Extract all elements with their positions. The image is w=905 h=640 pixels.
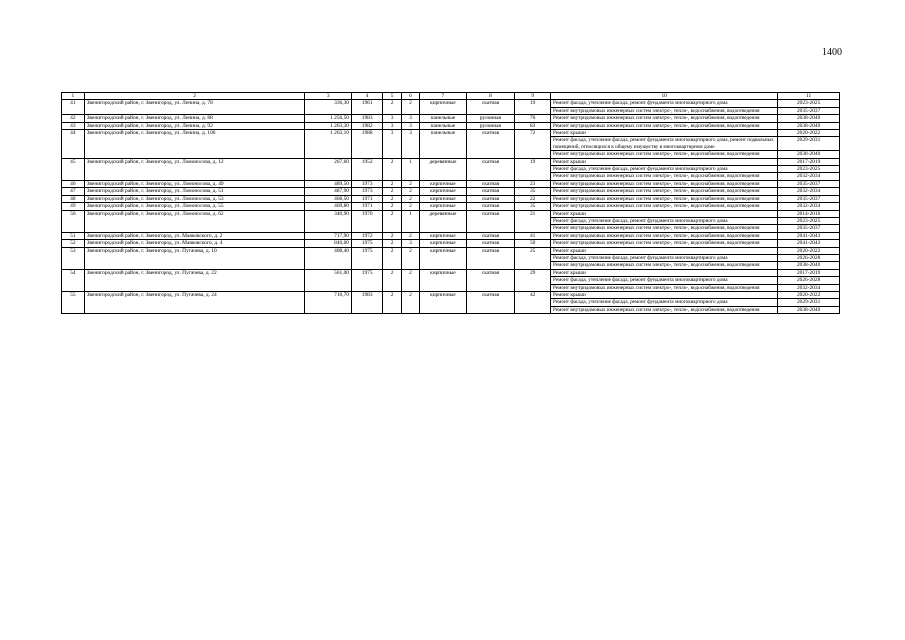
wall-material: кирпичные — [420, 240, 467, 247]
building-address: Звенигородский район, г. Звенигород, ул. Ломоносова, д. 55 — [84, 203, 305, 210]
roof-type: скатная — [466, 247, 515, 269]
work-type: Ремонт фасада, утепление фасада, ремонт фундамента многоквартирного дома, ремонт подвальных помещений, относящихся к общему имуществу в многоквартирном доме — [551, 137, 778, 151]
column-header: 5 — [383, 93, 401, 100]
roof-type: скатная — [466, 100, 515, 115]
work-type: Ремонт внутридомовых инженерных систем электро-, тепло-, водоснабжения, водоотведения — [551, 240, 778, 247]
build-year: 1973 — [351, 188, 382, 195]
table-row — [62, 115, 840, 122]
residents-count: 21 — [515, 210, 551, 232]
residents-count: 41 — [515, 232, 551, 239]
row-number: 48 — [62, 195, 85, 202]
build-year: 1971 — [351, 203, 382, 210]
work-period: 2026-2028 — [778, 277, 840, 284]
page-number: 1400 — [822, 47, 842, 58]
work-type: Ремонт крыши — [551, 130, 778, 137]
entrances-count: 3 — [401, 115, 419, 122]
floors-count: 2 — [383, 188, 401, 195]
build-year: 1970 — [351, 210, 382, 232]
table-row — [62, 291, 840, 298]
building-address: Звенигородский район, г. Звенигород, ул. Ленина, д. 78 — [84, 100, 305, 115]
build-year: 1952 — [351, 158, 382, 180]
building-address: Звенигородский район, г. Звенигород, ул. Пугачева, д. 24 — [84, 291, 305, 313]
building-area: 710,70 — [305, 291, 352, 313]
work-type: Ремонт крыши — [551, 158, 778, 165]
build-year: 1983 — [351, 115, 382, 122]
residents-count: 25 — [515, 247, 551, 269]
entrances-count: 3 — [401, 240, 419, 247]
wall-material: кирпичные — [420, 188, 467, 195]
table-row — [62, 269, 840, 276]
build-year: 1975 — [351, 240, 382, 247]
wall-material: панельные — [420, 122, 467, 129]
floors-count: 2 — [383, 203, 401, 210]
row-number: 51 — [62, 232, 85, 239]
entrances-count: 2 — [401, 195, 419, 202]
building-address: Звенигородский район, г. Звенигород, ул. Ломоносова, д. 51 — [84, 188, 305, 195]
work-type: Ремонт внутридомовых инженерных систем электро-, тепло-, водоснабжения, водоотведения — [551, 306, 778, 313]
entrances-count: 2 — [401, 188, 419, 195]
work-type: Ремонт внутридомовых инженерных систем электро-, тепло-, водоснабжения, водоотведения — [551, 151, 778, 158]
work-type: Ремонт внутридомовых инженерных систем электро-, тепло-, водоснабжения, водоотведения — [551, 262, 778, 269]
building-area: 1 263,10 — [305, 130, 352, 159]
work-period: 2017-2019 — [778, 269, 840, 276]
work-period: 2032-2034 — [778, 284, 840, 291]
table-row — [62, 188, 840, 195]
roof-type: скатная — [466, 291, 515, 313]
wall-material: кирпичные — [420, 100, 467, 115]
work-period: 2032-2034 — [778, 188, 840, 195]
residents-count: 83 — [515, 122, 551, 129]
table-row — [62, 240, 840, 247]
residents-count: 19 — [515, 100, 551, 115]
column-header: 2 — [84, 93, 305, 100]
wall-material: кирпичные — [420, 195, 467, 202]
work-type: Ремонт фасада, утепление фасада, ремонт фундамента многоквартирного дома — [551, 217, 778, 224]
work-period: 2038-2040 — [778, 115, 840, 122]
entrances-count: 2 — [401, 232, 419, 239]
work-period: 2032-2034 — [778, 173, 840, 180]
building-area: 717,90 — [305, 232, 352, 239]
row-number: 41 — [62, 100, 85, 115]
building-address: Звенигородский район, г. Звенигород, ул. Ленина, д. 106 — [84, 130, 305, 159]
residents-count: 29 — [515, 269, 551, 291]
wall-material: кирпичные — [420, 247, 467, 269]
building-area: 561,00 — [305, 269, 352, 291]
column-header: 6 — [401, 93, 419, 100]
build-year: 1973 — [351, 180, 382, 187]
wall-material: деревянные — [420, 210, 467, 232]
floors-count: 2 — [383, 180, 401, 187]
work-type: Ремонт фасада, утепление фасада, ремонт фундамента многоквартирного дома — [551, 277, 778, 284]
entrances-count: 3 — [401, 122, 419, 129]
work-type: Ремонт внутридомовых инженерных систем электро-, тепло-, водоснабжения, водоотведения — [551, 122, 778, 129]
work-type: Ремонт внутридомовых инженерных систем электро-, тепло-, водоснабжения, водоотведения — [551, 284, 778, 291]
residents-count: 19 — [515, 158, 551, 180]
work-type: Ремонт внутридомовых инженерных систем электро-, тепло-, водоснабжения, водоотведения — [551, 173, 778, 180]
table-row — [62, 232, 840, 239]
column-header: 7 — [420, 93, 467, 100]
building-address: Звенигородский район, г. Звенигород, ул. Ломоносова, д. 62 — [84, 210, 305, 232]
work-type: Ремонт фасада, утепление фасада, ремонт фундамента многоквартирного дома — [551, 299, 778, 306]
residents-count: 76 — [515, 115, 551, 122]
row-number: 46 — [62, 180, 85, 187]
work-type: Ремонт фасада, утепление фасада, ремонт фундамента многоквартирного дома — [551, 254, 778, 261]
work-period: 2026-2028 — [778, 254, 840, 261]
wall-material: панельные — [420, 115, 467, 122]
table-row — [62, 247, 840, 254]
work-type: Ремонт крыши — [551, 210, 778, 217]
work-period: 2023-2025 — [778, 217, 840, 224]
floors-count: 3 — [383, 122, 401, 129]
column-header: 8 — [466, 93, 515, 100]
floors-count: 3 — [383, 130, 401, 159]
building-area: 489,50 — [305, 180, 352, 187]
floors-count: 2 — [383, 291, 401, 313]
row-number: 55 — [62, 291, 85, 313]
work-period: 2023-2025 — [778, 100, 840, 107]
floors-count: 2 — [383, 232, 401, 239]
roof-type: скатная — [466, 269, 515, 291]
build-year: 1988 — [351, 130, 382, 159]
work-period: 2017-2019 — [778, 158, 840, 165]
roof-type: рулонная — [466, 115, 515, 122]
work-period: 2035-2037 — [778, 225, 840, 232]
row-number: 43 — [62, 122, 85, 129]
floors-count: 2 — [383, 247, 401, 269]
building-area: 468,50 — [305, 195, 352, 202]
work-type: Ремонт внутридомовых инженерных систем электро-, тепло-, водоснабжения, водоотведения — [551, 225, 778, 232]
roof-type: скатная — [466, 158, 515, 180]
roof-type: рулонная — [466, 122, 515, 129]
floors-count: 2 — [383, 269, 401, 291]
work-period: 2023-2025 — [778, 166, 840, 173]
roof-type: скатная — [466, 195, 515, 202]
residents-count: 35 — [515, 203, 551, 210]
work-period: 2014-2016 — [778, 210, 840, 217]
table-row — [62, 158, 840, 165]
entrances-count: 2 — [401, 269, 419, 291]
work-period: 2020-2022 — [778, 130, 840, 137]
entrances-count: 2 — [401, 100, 419, 115]
entrances-count: 2 — [401, 247, 419, 269]
work-type: Ремонт крыши — [551, 291, 778, 298]
work-period: 2035-2037 — [778, 195, 840, 202]
build-year: 1982 — [351, 122, 382, 129]
work-period: 2041-2043 — [778, 232, 840, 239]
build-year: 1975 — [351, 247, 382, 269]
roof-type: скатная — [466, 240, 515, 247]
residents-count: 22 — [515, 195, 551, 202]
work-type: Ремонт внутридомовых инженерных систем электро-, тепло-, водоснабжения, водоотведения — [551, 188, 778, 195]
building-address: Звенигородский район, г. Звенигород, ул. Маяковского, д. 2 — [84, 232, 305, 239]
row-number: 52 — [62, 240, 85, 247]
work-type: Ремонт крыши — [551, 269, 778, 276]
row-number: 42 — [62, 115, 85, 122]
build-year: 1972 — [351, 232, 382, 239]
building-address: Звенигородский район, г. Звенигород, ул. Ленина, д. 88 — [84, 115, 305, 122]
table-row — [62, 130, 840, 137]
residents-count: 42 — [515, 291, 551, 313]
entrances-count: 1 — [401, 210, 419, 232]
floors-count: 2 — [383, 240, 401, 247]
build-year: 1971 — [351, 195, 382, 202]
floors-count: 2 — [383, 210, 401, 232]
roof-type: скатная — [466, 188, 515, 195]
column-header: 4 — [351, 93, 382, 100]
work-period: 2020-2022 — [778, 291, 840, 298]
wall-material: деревянные — [420, 158, 467, 180]
building-address: Звенигородский район, г. Звенигород, ул. Ломоносова, д. 49 — [84, 180, 305, 187]
wall-material: кирпичные — [420, 203, 467, 210]
entrances-count: 2 — [401, 180, 419, 187]
table-row — [62, 195, 840, 202]
building-address: Звенигородский район, г. Звенигород, ул. Пугачева, д. 10 — [84, 247, 305, 269]
work-period: 2020-2022 — [778, 247, 840, 254]
work-period: 2041-2043 — [778, 240, 840, 247]
build-year: 1961 — [351, 100, 382, 115]
roof-type: скатная — [466, 130, 515, 159]
roof-type: скатная — [466, 210, 515, 232]
row-number: 44 — [62, 130, 85, 159]
row-number: 53 — [62, 247, 85, 269]
building-area: 336,30 — [305, 100, 352, 115]
residents-count: 23 — [515, 180, 551, 187]
work-period: 2038-2040 — [778, 262, 840, 269]
work-period: 2038-2040 — [778, 122, 840, 129]
building-address: Звенигородский район, г. Звенигород, ул. Ленина, д. 92 — [84, 122, 305, 129]
entrances-count: 2 — [401, 291, 419, 313]
roof-type: скатная — [466, 180, 515, 187]
floors-count: 3 — [383, 115, 401, 122]
work-period: 2038-2040 — [778, 306, 840, 313]
building-area: 340,90 — [305, 210, 352, 232]
work-type: Ремонт фасада, утепление фасада, ремонт фундамента многоквартирного дома — [551, 100, 778, 107]
table-row — [62, 100, 840, 107]
building-area: 487,90 — [305, 188, 352, 195]
wall-material: кирпичные — [420, 291, 467, 313]
row-number: 49 — [62, 203, 85, 210]
column-header: 10 — [551, 93, 778, 100]
floors-count: 2 — [383, 195, 401, 202]
residents-count: 50 — [515, 240, 551, 247]
work-period: 2032-2034 — [778, 203, 840, 210]
work-type: Ремонт внутридомовых инженерных систем электро-, тепло-, водоснабжения, водоотведения — [551, 107, 778, 114]
wall-material: панельные — [420, 130, 467, 159]
build-year: 1975 — [351, 269, 382, 291]
residents-count: 35 — [515, 188, 551, 195]
work-period: 2035-2037 — [778, 180, 840, 187]
work-period: 2035-2037 — [778, 107, 840, 114]
row-number: 45 — [62, 158, 85, 180]
column-number-row — [62, 93, 840, 100]
work-type: Ремонт внутридомовых инженерных систем электро-, тепло-, водоснабжения, водоотведения — [551, 115, 778, 122]
wall-material: кирпичные — [420, 180, 467, 187]
roof-type: скатная — [466, 232, 515, 239]
building-address: Звенигородский район, г. Звенигород, ул. Пугачева, д. 22 — [84, 269, 305, 291]
row-number: 54 — [62, 269, 85, 291]
work-period: 2029-2031 — [778, 137, 840, 151]
floors-count: 2 — [383, 158, 401, 180]
roof-type: скатная — [466, 203, 515, 210]
column-header: 1 — [62, 93, 85, 100]
row-number: 47 — [62, 188, 85, 195]
building-address: Звенигородский район, г. Звенигород, ул. Ломоносова, д. 12 — [84, 158, 305, 180]
entrances-count: 1 — [401, 158, 419, 180]
building-area: 267,60 — [305, 158, 352, 180]
building-area: 1 263,30 — [305, 122, 352, 129]
work-type: Ремонт внутридомовых инженерных систем электро-, тепло-, водоснабжения, водоотведения — [551, 232, 778, 239]
table-row — [62, 203, 840, 210]
table-row — [62, 180, 840, 187]
entrances-count: 2 — [401, 203, 419, 210]
work-period: 2029-2031 — [778, 299, 840, 306]
work-period: 2038-2040 — [778, 151, 840, 158]
table-row — [62, 122, 840, 129]
table-row — [62, 210, 840, 217]
building-area: 1 256,50 — [305, 115, 352, 122]
building-area: 840,00 — [305, 240, 352, 247]
building-area: 408,40 — [305, 247, 352, 269]
building-area: 469,80 — [305, 203, 352, 210]
column-header: 11 — [778, 93, 840, 100]
column-header: 9 — [515, 93, 551, 100]
work-type: Ремонт внутридомовых инженерных систем электро-, тепло-, водоснабжения, водоотведения — [551, 180, 778, 187]
wall-material: кирпичные — [420, 232, 467, 239]
build-year: 1983 — [351, 291, 382, 313]
residents-count: 72 — [515, 130, 551, 159]
work-type: Ремонт внутридомовых инженерных систем электро-, тепло-, водоснабжения, водоотведения — [551, 203, 778, 210]
work-type: Ремонт крыши — [551, 247, 778, 254]
wall-material: кирпичные — [420, 269, 467, 291]
work-type: Ремонт внутридомовых инженерных систем электро-, тепло-, водоснабжения, водоотведения — [551, 195, 778, 202]
building-address: Звенигородский район, г. Звенигород, ул. Маяковского, д. 4 — [84, 240, 305, 247]
repair-program-table — [61, 92, 840, 314]
column-header: 3 — [305, 93, 352, 100]
row-number: 50 — [62, 210, 85, 232]
work-type: Ремонт фасада, утепление фасада, ремонт фундамента многоквартирного дома — [551, 166, 778, 173]
entrances-count: 3 — [401, 130, 419, 159]
building-address: Звенигородский район, г. Звенигород, ул. Ломоносова, д. 53 — [84, 195, 305, 202]
floors-count: 2 — [383, 100, 401, 115]
